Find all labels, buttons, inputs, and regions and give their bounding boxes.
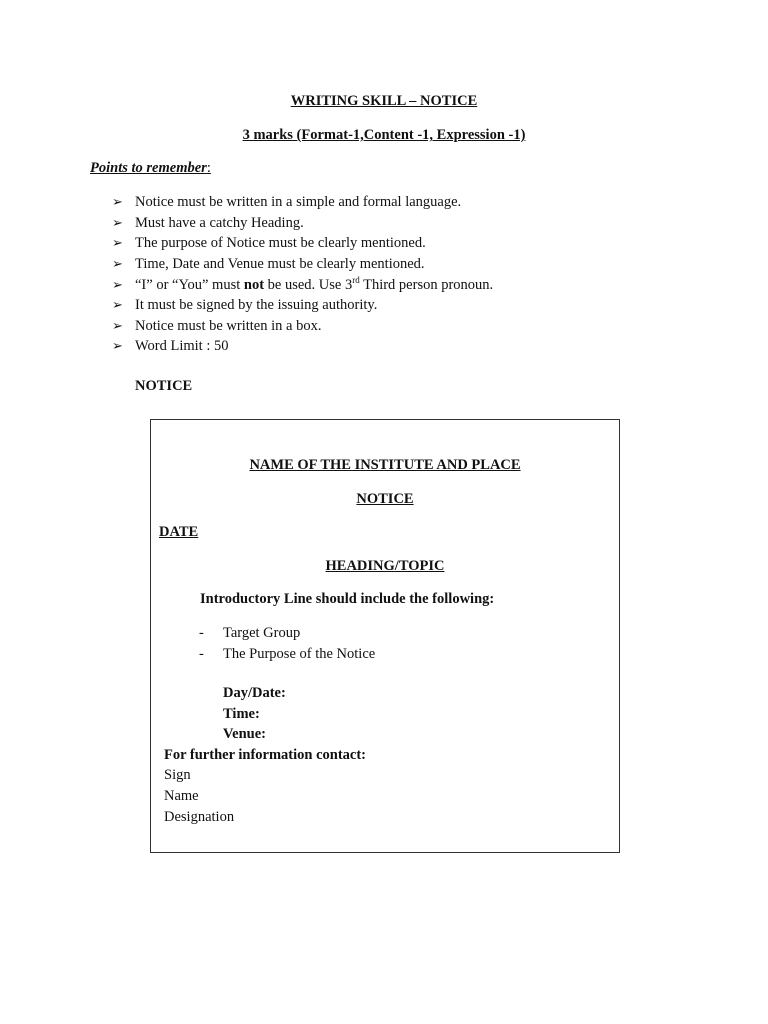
- list-item: [112, 192, 493, 213]
- designation-label: Designation: [164, 809, 235, 825]
- list-item: [112, 295, 493, 316]
- notice-heading: NOTICE: [356, 491, 414, 507]
- document-title: WRITING SKILL – NOTICE: [290, 93, 478, 109]
- intro-points-list: [199, 623, 375, 665]
- contact-label: For further information contact:: [164, 747, 367, 763]
- arrowhead-bullet-icon: ➢: [112, 214, 123, 230]
- list-item: [112, 274, 493, 295]
- list-item-text: The Purpose of the Notice: [223, 646, 376, 662]
- list-item: [112, 233, 493, 254]
- list-item-text: Word Limit : 50: [135, 338, 229, 355]
- institute-name: NAME OF THE INSTITUTE AND PLACE: [249, 457, 521, 473]
- arrowhead-bullet-icon: ➢: [112, 276, 123, 292]
- list-item: [112, 336, 493, 357]
- topic-heading: HEADING/TOPIC: [325, 558, 445, 574]
- pronoun-rule-middle: be used. Use 3: [264, 276, 353, 293]
- arrowhead-bullet-icon: ➢: [112, 317, 123, 333]
- points-heading-colon: :: [206, 160, 211, 176]
- list-item-text: Must have a catchy Heading.: [135, 214, 304, 231]
- day-date-label: Day/Date:: [223, 685, 286, 701]
- notice-format-box: [150, 419, 620, 853]
- arrowhead-bullet-icon: ➢: [112, 256, 123, 272]
- list-item-text: [135, 275, 493, 295]
- venue-label: Venue:: [223, 726, 266, 742]
- list-item-text: Notice must be written in a box.: [135, 317, 322, 334]
- arrowhead-bullet-icon: ➢: [112, 194, 123, 210]
- list-item-text: It must be signed by the issuing authority.: [135, 297, 378, 314]
- dash-bullet-icon: -: [199, 646, 204, 662]
- arrowhead-bullet-icon: ➢: [112, 297, 123, 313]
- pronoun-rule-start: “I” or “You” must: [135, 276, 244, 293]
- points-list: [112, 192, 493, 357]
- list-item: [199, 623, 375, 644]
- intro-line: Introductory Line should include the following:: [200, 591, 495, 607]
- sign-label: Sign: [164, 767, 191, 783]
- pronoun-rule-end: Third person pronoun.: [359, 276, 494, 293]
- date-label: DATE: [159, 524, 199, 540]
- list-item-text: Notice must be written in a simple and formal language.: [135, 194, 462, 211]
- time-label: Time:: [223, 706, 260, 722]
- points-heading: [90, 160, 211, 177]
- list-item: [199, 644, 375, 665]
- points-heading-text: Points to remember: [90, 160, 207, 176]
- marks-subtitle: 3 marks (Format-1,Content -1, Expression -1): [242, 127, 526, 143]
- arrowhead-bullet-icon: ➢: [112, 338, 123, 354]
- arrowhead-bullet-icon: ➢: [112, 235, 123, 251]
- sample-notice-label: NOTICE: [135, 378, 193, 394]
- list-item-text: Time, Date and Venue must be clearly mentioned.: [135, 256, 425, 273]
- pronoun-rule-emphasis: not: [243, 276, 265, 293]
- dash-bullet-icon: -: [199, 625, 204, 641]
- list-item: [112, 213, 493, 234]
- name-label: Name: [164, 788, 199, 804]
- list-item-text: The purpose of Notice must be clearly mentioned.: [135, 235, 426, 252]
- list-item: [112, 316, 493, 337]
- list-item-text: Target Group: [223, 625, 301, 641]
- ordinal-superscript: rd: [352, 274, 360, 285]
- list-item: [112, 254, 493, 275]
